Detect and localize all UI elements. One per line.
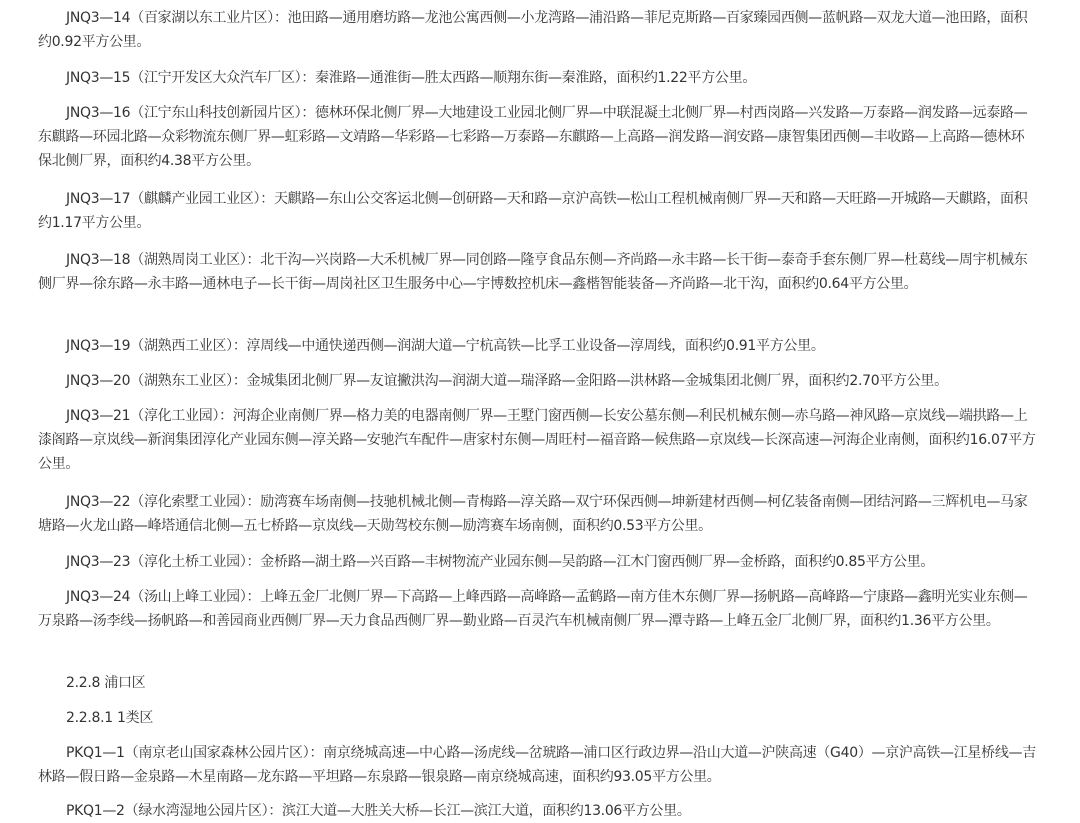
zone-jnq3-20: JNQ3—20（湖熟东工业区）：金城集团北侧厂界—友谊撇洪沟—润湖大道—瑞泽路—金阳路—洪林路—金城集团北侧厂界，面积约2.70平方公里。 xyxy=(66,373,948,389)
zone-jnq3-23: JNQ3—23（淳化土桥工业园）：金桥路—湖土路—兴百路—丰树物流产业园东侧—吴韵路—江木门窗西侧厂界—金桥路，面积约0.85平方公里。 xyxy=(66,554,935,570)
zone-jnq3-22: JNQ3—22（淳化索墅工业园）：励湾赛车场南侧—技驰机械北侧—青梅路—淳关路—双宁环保西侧—坤新建材西侧—柯亿装备南侧—团结河路—三辉机电—马家塘路—火龙山路—峰塔通信北侧—五七桥路—京岚线—天勋驾校东侧—励湾赛车场南侧，面积约0.53平方公里。 xyxy=(38,494,1028,534)
zone-jnq3-21: JNQ3—21（淳化工业园）：河海企业南侧厂界—格力美的电器南侧厂界—王墅门窗西侧—长安公墓东侧—利民机械东侧—赤乌路—神风路—京岚线—端拱路—上漆阁路—京岚线—新润集团淳化产业园东侧—淳关路—安驰汽车配件—唐家村东侧—周旺村—福音路—候焦路—京岚线—长深高速—河海企业南侧，面积约16.07平方公里。 xyxy=(38,408,1036,472)
zone-pkq1-2: PKQ1—2（绿水湾湿地公园片区）：滨江大道—大胜关大桥—长江—滨江大道，面积约13.06平方公里。 xyxy=(66,803,691,819)
zone-jnq3-19: JNQ3—19（湖熟西工业区）：淳周线—中通快递西侧—润湖大道—宁杭高铁—比孚工业设备—淳周线，面积约0.91平方公里。 xyxy=(66,338,825,354)
zone-jnq3-14: JNQ3—14（百家湖以东工业片区）：池田路—通用磨坊路—龙池公寓西侧—小龙湾路—浦沿路—菲尼克斯路—百家臻园西侧—蓝帆路—双龙大道—池田路，面积约0.92平方公里。 xyxy=(38,10,1028,50)
zone-jnq3-18: JNQ3—18（湖熟周岗工业区）：北干沟—兴岗路—大禾机械厂界—同创路—隆亨食品东侧—齐尚路—永丰路—长干街—泰奇手套东侧厂界—杜葛线—周宇机械东侧厂界—徐东路—永丰路—通林电子—长干街—周岗社区卫生服务中心—宇博数控机床—鑫楷智能装备—齐尚路—北干沟，面积约0.64平方公里。 xyxy=(38,252,1028,292)
zone-jnq3-24: JNQ3—24（汤山上峰工业园）：上峰五金厂北侧厂界—下高路—上峰西路—高峰路—孟鹤路—南方佳木东侧厂界—扬帆路—高峰路—宁康路—鑫明光实业东侧—万泉路—汤李线—扬帆路—和善园商业西侧厂界—天力食品西侧厂界—勤业路—百灵汽车机械南侧厂界—潭寺路—上峰五金厂北侧厂界，面积约1.36平方公里。 xyxy=(38,589,1028,629)
section-heading-pukou: 2.2.8 浦口区 xyxy=(66,675,146,691)
zone-jnq3-17: JNQ3—17（麒麟产业园工业区）：天麒路—东山公交客运北侧—创研路—天和路—京沪高铁—松山工程机械南侧厂界—天和路—天旺路—开城路—天麒路，面积约1.17平方公里。 xyxy=(38,191,1028,231)
zone-jnq3-15: JNQ3—15（江宁开发区大众汽车厂区）：秦淮路—通淮街—胜太西路—顺翔东街—秦淮路，面积约1.22平方公里。 xyxy=(66,70,757,86)
zone-pkq1-1: PKQ1—1（南京老山国家森林公园片区）：南京绕城高速—中心路—汤虎线—岔琥路—浦口区行政边界—沿山大道—沪陕高速（G40）—京沪高铁—江星桥线—吉林路—假日路—金泉路—木星南路—龙东路—平坦路—东泉路—银泉路—南京绕城高速，面积约93.05平方公里。 xyxy=(38,745,1036,785)
zone-jnq3-16: JNQ3—16（江宁东山科技创新园片区）：德林环保北侧厂界—大地建设工业园北侧厂界—中联混凝土北侧厂界—村西岗路—兴发路—万泰路—润发路—远泰路—东麒路—环园北路—众彩物流东侧厂界—虹彩路—文靖路—华彩路—七彩路—万泰路—东麒路—上高路—润发路—润安路—康智集团西侧—丰收路—上高路—德林环保北侧厂界，面积约4.38平方公里。 xyxy=(38,105,1028,169)
subsection-heading-class1: 2.2.8.1 1类区 xyxy=(66,710,154,726)
